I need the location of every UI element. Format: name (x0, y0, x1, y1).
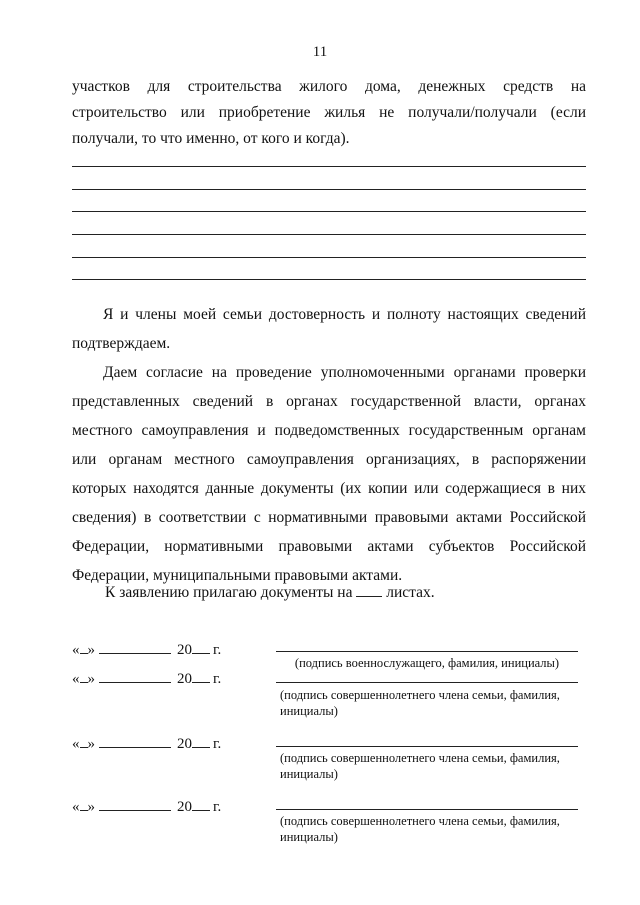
answer-line (72, 257, 586, 258)
close-quote: » (87, 642, 95, 658)
open-quote: « (72, 736, 80, 752)
month-blank (99, 640, 171, 654)
page-number: 11 (312, 44, 328, 60)
answer-line (72, 211, 586, 212)
year-blank (192, 669, 210, 683)
signature-line (276, 682, 578, 683)
consent-paragraph: Даем согласие на проведение уполномоченными органами проверки представленных сведений в органах государственной власти, органах местного самоуправления и подведомственных государственным органам или органам местного самоуправления организациях, в распоряжении которых находятся данные документы (их копии или содержащиеся в них сведения) в соответствии с нормативными правовыми актами Российской Федерации, нормативными правовыми актами субъектов Российской Федерации, муниципальными правовыми актами. (72, 364, 586, 584)
answer-line (72, 166, 586, 167)
confirmation-paragraph: Я и члены моей семьи достоверность и полноту настоящих сведений подтверждаем. (72, 306, 586, 352)
open-quote: « (72, 642, 80, 658)
open-quote: « (72, 671, 80, 687)
signature-caption: (подпись военнослужащего, фамилия, инициалы) (294, 656, 560, 670)
year-prefix: 20 (177, 799, 192, 815)
intro-paragraph: участков для строительства жилого дома, денежных средств на строительство или приобретение жилья не получали/получали (если получали, то что именно, от кого и когда). (72, 78, 586, 147)
open-quote: « (72, 799, 80, 815)
close-quote: » (87, 671, 95, 687)
signature-caption: (подпись совершеннолетнего члена семьи, фамилия, инициалы) (280, 751, 560, 781)
month-blank (99, 797, 171, 811)
year-prefix: 20 (177, 671, 192, 687)
close-quote: » (87, 799, 95, 815)
year-prefix: 20 (177, 642, 192, 658)
answer-line (72, 189, 586, 190)
signature-line (276, 746, 578, 747)
year-suffix: г. (213, 799, 222, 815)
attachment-prefix: К заявлению прилагаю документы на (105, 584, 353, 601)
signature-caption: (подпись совершеннолетнего члена семьи, фамилия, инициалы) (280, 814, 560, 844)
month-blank (99, 669, 171, 683)
sheet-count-blank (356, 582, 382, 597)
date-field (72, 669, 221, 688)
year-suffix: г. (213, 642, 222, 658)
close-quote: » (87, 736, 95, 752)
year-blank (192, 797, 210, 811)
attachment-suffix: листах. (386, 584, 435, 601)
day-blank (80, 640, 88, 654)
month-blank (99, 734, 171, 748)
year-suffix: г. (213, 671, 222, 687)
date-field (72, 797, 221, 816)
date-field (72, 640, 221, 659)
day-blank (80, 669, 88, 683)
year-blank (192, 734, 210, 748)
day-blank (80, 797, 88, 811)
year-blank (192, 640, 210, 654)
answer-line (72, 234, 586, 235)
date-field (72, 734, 221, 753)
day-blank (80, 734, 88, 748)
signature-line (276, 651, 578, 652)
signature-line (276, 809, 578, 810)
year-suffix: г. (213, 736, 222, 752)
answer-line (72, 279, 586, 280)
year-prefix: 20 (177, 736, 192, 752)
signature-caption: (подпись совершеннолетнего члена семьи, фамилия, инициалы) (280, 688, 560, 718)
attachment-line (105, 582, 435, 604)
